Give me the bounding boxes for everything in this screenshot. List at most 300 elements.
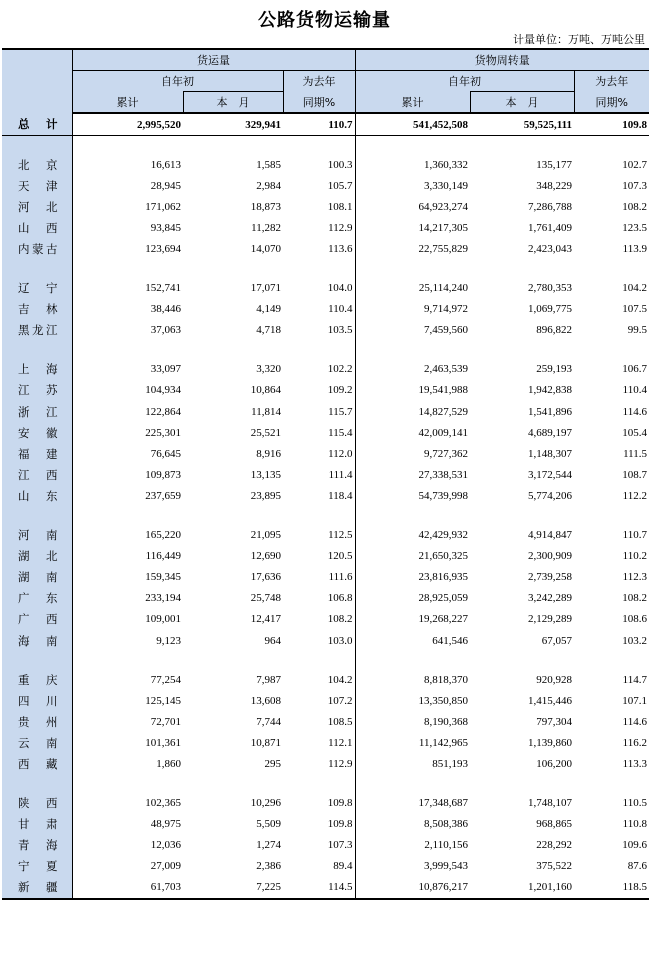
cell-turnover-month: 2,300,909 xyxy=(528,550,573,563)
cell-turnover-ytd: 11,142,965 xyxy=(355,732,470,753)
cell-volume-yoy: 103.0 xyxy=(327,634,353,647)
row-name: 河 南 xyxy=(2,525,72,546)
cell-volume-yoy: 118.4 xyxy=(328,489,353,502)
cell-volume-month: 13,135 xyxy=(250,468,281,481)
table-row xyxy=(2,443,649,464)
spacer-cell xyxy=(183,651,283,669)
row-name: 山 西 xyxy=(2,217,72,238)
cell-volume-month: 2,984 xyxy=(256,179,281,192)
cell-volume-ytd: 123,694 xyxy=(72,238,183,259)
table-row xyxy=(2,669,649,690)
table-row xyxy=(2,793,649,814)
table-row xyxy=(2,422,649,443)
cell-turnover-ytd: 23,816,935 xyxy=(355,567,470,588)
row-name: 江 西 xyxy=(2,464,72,485)
cell-volume-yoy: 104.2 xyxy=(327,673,353,686)
cell-turnover-month: 920,928 xyxy=(536,673,573,686)
cell-turnover-yoy: 108.2 xyxy=(622,592,648,605)
cell-volume-month: 10,864 xyxy=(250,384,281,397)
cell-volume-yoy: 112.1 xyxy=(328,736,353,749)
table-row xyxy=(2,196,649,217)
table-row xyxy=(2,380,649,401)
row-name: 内蒙古 xyxy=(2,238,72,259)
cell-volume-yoy: 115.7 xyxy=(328,405,353,418)
table-row xyxy=(2,401,649,422)
cell-volume-yoy: 104.0 xyxy=(327,282,353,295)
cell-turnover-yoy: 104.2 xyxy=(622,282,648,295)
cell-turnover-yoy: 116.2 xyxy=(622,736,648,749)
header-cumulative-1: 累计 xyxy=(72,92,183,114)
cell-turnover-yoy: 112.2 xyxy=(622,489,648,502)
cell-turnover-ytd: 8,508,386 xyxy=(355,814,470,835)
cell-turnover-yoy: 107.1 xyxy=(622,694,648,707)
cell-volume-month: 1,274 xyxy=(256,839,281,852)
cell-turnover-month: 1,201,160 xyxy=(470,877,574,899)
cell-volume-month: 964 xyxy=(264,634,281,647)
spacer-cell xyxy=(470,507,574,525)
cell-volume-month: 11,814 xyxy=(251,405,281,418)
spacer-cell xyxy=(470,775,574,793)
cell-turnover-month: 896,822 xyxy=(536,324,573,337)
cell-turnover-month: 2,780,353 xyxy=(528,282,573,295)
cell-volume-month: 7,225 xyxy=(183,877,283,899)
cell-turnover-month: 2,423,043 xyxy=(528,243,573,256)
spacer-cell xyxy=(283,651,355,669)
cell-volume-ytd: 1,860 xyxy=(72,753,183,774)
spacer-cell xyxy=(574,136,649,155)
cell-volume-ytd: 27,009 xyxy=(72,856,183,877)
cell-turnover-yoy: 109.6 xyxy=(622,839,648,852)
cell-volume-ytd: 104,934 xyxy=(72,380,183,401)
row-name: 西 藏 xyxy=(2,753,72,774)
spacer-cell xyxy=(183,136,283,155)
cell-volume-month: 4,149 xyxy=(256,303,281,316)
header-freight-volume: 货运量 xyxy=(72,49,355,71)
table-row xyxy=(2,732,649,753)
row-name: 总 计 xyxy=(2,113,72,136)
spacer-cell xyxy=(183,507,283,525)
row-name: 海 南 xyxy=(2,630,72,651)
spacer-cell xyxy=(470,341,574,359)
spacer-cell xyxy=(283,775,355,793)
cell-turnover-month: 1,748,107 xyxy=(528,797,573,810)
freight-table xyxy=(2,48,649,900)
spacer-cell xyxy=(355,507,470,525)
cell-turnover-ytd: 2,110,156 xyxy=(355,835,470,856)
cell-volume-ytd: 101,361 xyxy=(72,732,183,753)
cell-turnover-ytd: 42,429,932 xyxy=(355,525,470,546)
cell-volume-ytd: 116,449 xyxy=(72,546,183,567)
cell-volume-yoy: 112.9 xyxy=(328,221,353,234)
cell-volume-month: 8,916 xyxy=(256,447,281,460)
header-month-2: 本 月 xyxy=(470,92,574,114)
cell-turnover-ytd: 42,009,141 xyxy=(355,422,470,443)
cell-volume-yoy: 108.1 xyxy=(327,200,353,213)
cell-turnover-month: 968,865 xyxy=(536,818,573,831)
cell-turnover-ytd: 21,650,325 xyxy=(355,546,470,567)
row-name: 吉 林 xyxy=(2,299,72,320)
cell-turnover-month: 1,415,446 xyxy=(528,694,573,707)
cell-turnover-ytd: 19,268,227 xyxy=(355,609,470,630)
cell-volume-ytd: 38,446 xyxy=(72,299,183,320)
cell-turnover-yoy: 87.6 xyxy=(627,860,648,873)
cell-volume-yoy: 120.5 xyxy=(327,550,353,563)
cell-volume-ytd: 16,613 xyxy=(72,154,183,175)
spacer-cell xyxy=(283,341,355,359)
cell-turnover-yoy: 107.3 xyxy=(622,179,648,192)
row-name: 陕 西 xyxy=(2,793,72,814)
cell-turnover-month: 228,292 xyxy=(536,839,573,852)
spacer-name-cell xyxy=(2,651,72,669)
cell-turnover-yoy: 113.9 xyxy=(622,243,648,256)
cell-volume-month: 18,873 xyxy=(250,200,281,213)
row-name: 江 苏 xyxy=(2,380,72,401)
header-freight-turnover: 货物周转量 xyxy=(355,49,649,71)
cell-volume-month: 13,608 xyxy=(250,694,281,707)
cell-volume-month: 7,987 xyxy=(256,673,281,686)
spacer-row xyxy=(2,775,649,793)
cell-turnover-ytd: 1,360,332 xyxy=(355,154,470,175)
header-cumulative-2: 累计 xyxy=(355,92,470,114)
cell-turnover-yoy: 113.3 xyxy=(622,757,648,770)
table-row xyxy=(2,546,649,567)
cell-volume-ytd: 152,741 xyxy=(72,278,183,299)
cell-turnover-yoy: 110.8 xyxy=(622,818,648,831)
row-name: 广 西 xyxy=(2,609,72,630)
cell-volume-yoy: 112.0 xyxy=(328,447,353,460)
table-row xyxy=(2,154,649,175)
cell-turnover-month: 375,522 xyxy=(536,860,573,873)
cell-volume-month: 12,417 xyxy=(250,613,281,626)
cell-turnover-ytd: 641,546 xyxy=(355,630,470,651)
cell-turnover-yoy: 105.4 xyxy=(622,426,648,439)
table-row xyxy=(2,464,649,485)
cell-turnover-ytd: 7,459,560 xyxy=(355,320,470,341)
cell-volume-ytd: 37,063 xyxy=(72,320,183,341)
row-name: 湖 北 xyxy=(2,546,72,567)
cell-turnover-ytd: 541,452,508 xyxy=(355,113,470,136)
cell-volume-yoy: 103.5 xyxy=(327,324,353,337)
cell-volume-ytd: 109,001 xyxy=(72,609,183,630)
cell-volume-month: 3,320 xyxy=(256,363,281,376)
cell-volume-month: 21,095 xyxy=(250,529,281,542)
spacer-name-cell xyxy=(2,775,72,793)
cell-volume-ytd: 109,873 xyxy=(72,464,183,485)
cell-turnover-yoy: 110.2 xyxy=(622,550,648,563)
spacer-cell xyxy=(183,260,283,278)
table-row xyxy=(2,630,649,651)
header-yoy-1a: 为去年 xyxy=(283,71,355,92)
cell-turnover-month: 1,069,775 xyxy=(528,303,573,316)
table-row xyxy=(2,711,649,732)
cell-volume-yoy: 106.8 xyxy=(327,592,353,605)
cell-turnover-ytd: 64,923,274 xyxy=(355,196,470,217)
cell-volume-month: 14,070 xyxy=(250,243,281,256)
cell-turnover-ytd: 13,350,850 xyxy=(355,690,470,711)
cell-volume-month: 11,282 xyxy=(251,221,281,234)
cell-volume-month: 329,941 xyxy=(183,113,283,136)
header-ytd-2: 自年初 xyxy=(355,71,574,92)
spacer-cell xyxy=(574,341,649,359)
cell-turnover-yoy: 109.8 xyxy=(574,113,649,136)
cell-turnover-yoy: 111.5 xyxy=(623,447,648,460)
spacer-cell xyxy=(72,507,183,525)
row-name: 四 川 xyxy=(2,690,72,711)
cell-volume-yoy: 113.6 xyxy=(328,243,353,256)
cell-turnover-month: 4,914,847 xyxy=(528,529,573,542)
cell-turnover-ytd: 3,330,149 xyxy=(355,175,470,196)
cell-turnover-yoy: 108.7 xyxy=(622,468,648,481)
spacer-cell xyxy=(470,136,574,155)
spacer-row xyxy=(2,651,649,669)
cell-volume-yoy: 102.2 xyxy=(327,363,353,376)
table-row xyxy=(2,217,649,238)
cell-volume-month: 17,071 xyxy=(250,282,281,295)
cell-volume-yoy: 100.3 xyxy=(327,158,353,171)
cell-turnover-ytd: 27,338,531 xyxy=(355,464,470,485)
cell-volume-month: 25,748 xyxy=(250,592,281,605)
spacer-row xyxy=(2,507,649,525)
table-row xyxy=(2,690,649,711)
cell-turnover-yoy: 110.4 xyxy=(622,384,648,397)
spacer-cell xyxy=(574,775,649,793)
table-row xyxy=(2,877,649,899)
cell-turnover-yoy: 103.2 xyxy=(622,634,648,647)
row-name: 青 海 xyxy=(2,835,72,856)
cell-turnover-month: 106,200 xyxy=(536,757,573,770)
cell-turnover-yoy: 112.3 xyxy=(622,571,648,584)
row-name: 山 东 xyxy=(2,485,72,506)
page-title: 公路货物运输量 xyxy=(258,10,391,31)
header-month-1: 本 月 xyxy=(183,92,283,114)
cell-volume-ytd: 102,365 xyxy=(72,793,183,814)
cell-volume-month: 23,895 xyxy=(250,489,281,502)
table-row xyxy=(2,320,649,341)
cell-turnover-ytd: 28,925,059 xyxy=(355,588,470,609)
spacer-cell xyxy=(355,260,470,278)
spacer-cell xyxy=(574,507,649,525)
spacer-cell xyxy=(470,260,574,278)
row-name: 安 徽 xyxy=(2,422,72,443)
cell-volume-yoy: 114.5 xyxy=(283,877,355,899)
table-row xyxy=(2,567,649,588)
cell-turnover-month: 1,148,307 xyxy=(528,447,573,460)
table-row xyxy=(2,238,649,259)
table-header xyxy=(2,49,649,113)
spacer-cell xyxy=(355,341,470,359)
cell-turnover-ytd: 9,727,362 xyxy=(355,443,470,464)
cell-turnover-yoy: 114.6 xyxy=(622,405,648,418)
header-yoy-1b: 同期% xyxy=(283,92,355,114)
cell-volume-yoy: 111.6 xyxy=(328,571,353,584)
cell-turnover-ytd: 17,348,687 xyxy=(355,793,470,814)
cell-turnover-ytd: 10,876,217 xyxy=(355,877,470,899)
spacer-cell xyxy=(574,260,649,278)
cell-volume-ytd: 125,145 xyxy=(72,690,183,711)
spacer-cell xyxy=(72,136,183,155)
spacer-cell xyxy=(183,341,283,359)
cell-turnover-month: 259,193 xyxy=(536,363,573,376)
row-name: 贵 州 xyxy=(2,711,72,732)
row-name: 新 疆 xyxy=(2,877,72,899)
cell-turnover-yoy: 108.2 xyxy=(622,200,648,213)
table-row xyxy=(2,814,649,835)
table-row xyxy=(2,609,649,630)
cell-turnover-yoy: 106.7 xyxy=(622,363,648,376)
cell-volume-yoy: 105.7 xyxy=(327,179,353,192)
cell-turnover-yoy: 99.5 xyxy=(627,324,648,337)
spacer-name-cell xyxy=(2,260,72,278)
cell-turnover-yoy: 107.5 xyxy=(622,303,648,316)
header-yoy-2b: 同期% xyxy=(574,92,649,114)
cell-turnover-month: 135,177 xyxy=(536,158,573,171)
cell-turnover-month: 2,739,258 xyxy=(528,571,573,584)
cell-volume-yoy: 111.4 xyxy=(328,468,353,481)
header-corner xyxy=(2,49,72,113)
cell-volume-ytd: 159,345 xyxy=(72,567,183,588)
cell-volume-month: 7,744 xyxy=(256,715,281,728)
spacer-cell xyxy=(574,651,649,669)
row-name: 湖 南 xyxy=(2,567,72,588)
cell-turnover-yoy: 118.5 xyxy=(574,877,649,899)
cell-volume-ytd: 48,975 xyxy=(72,814,183,835)
cell-turnover-yoy: 123.5 xyxy=(622,221,648,234)
spacer-cell xyxy=(355,775,470,793)
cell-turnover-yoy: 102.7 xyxy=(622,158,648,171)
total-row xyxy=(2,113,649,136)
cell-volume-yoy: 107.2 xyxy=(327,694,353,707)
table-row xyxy=(2,299,649,320)
cell-volume-yoy: 112.9 xyxy=(328,757,353,770)
cell-volume-yoy: 110.7 xyxy=(283,113,355,136)
cell-volume-ytd: 165,220 xyxy=(72,525,183,546)
cell-volume-ytd: 61,703 xyxy=(72,877,183,899)
row-name: 云 南 xyxy=(2,732,72,753)
cell-turnover-yoy: 108.6 xyxy=(622,613,648,626)
header-yoy-2a: 为去年 xyxy=(574,71,649,92)
table-row xyxy=(2,588,649,609)
cell-turnover-month: 67,057 xyxy=(541,634,573,647)
cell-turnover-month: 4,689,197 xyxy=(528,426,573,439)
cell-volume-yoy: 115.4 xyxy=(328,426,353,439)
cell-volume-ytd: 33,097 xyxy=(72,359,183,380)
cell-volume-yoy: 108.5 xyxy=(327,715,353,728)
cell-volume-yoy: 110.4 xyxy=(328,303,353,316)
row-name: 上 海 xyxy=(2,359,72,380)
cell-turnover-yoy: 110.5 xyxy=(622,797,648,810)
cell-turnover-ytd: 8,190,368 xyxy=(355,711,470,732)
spacer-cell xyxy=(355,136,470,155)
cell-volume-ytd: 237,659 xyxy=(72,485,183,506)
table-row xyxy=(2,278,649,299)
row-name: 黑龙江 xyxy=(2,320,72,341)
cell-volume-ytd: 72,701 xyxy=(72,711,183,732)
row-name: 北 京 xyxy=(2,154,72,175)
cell-turnover-month: 2,129,289 xyxy=(528,613,573,626)
cell-volume-yoy: 109.2 xyxy=(327,384,353,397)
header-ytd-1: 自年初 xyxy=(72,71,283,92)
spacer-name-cell xyxy=(2,341,72,359)
cell-volume-ytd: 93,845 xyxy=(72,217,183,238)
cell-volume-yoy: 108.2 xyxy=(327,613,353,626)
cell-volume-month: 5,509 xyxy=(256,818,281,831)
cell-turnover-ytd: 54,739,998 xyxy=(355,485,470,506)
cell-volume-month: 295 xyxy=(264,757,281,770)
cell-volume-ytd: 9,123 xyxy=(72,630,183,651)
cell-volume-yoy: 109.8 xyxy=(327,818,353,831)
cell-volume-ytd: 77,254 xyxy=(72,669,183,690)
cell-volume-ytd: 122,864 xyxy=(72,401,183,422)
spacer-row xyxy=(2,341,649,359)
spacer-cell xyxy=(283,136,355,155)
cell-volume-yoy: 109.8 xyxy=(327,797,353,810)
cell-volume-month: 25,521 xyxy=(250,426,281,439)
cell-turnover-ytd: 2,463,539 xyxy=(355,359,470,380)
cell-turnover-month: 5,774,206 xyxy=(528,489,573,502)
cell-volume-month: 10,871 xyxy=(250,736,281,749)
cell-volume-ytd: 2,995,520 xyxy=(72,113,183,136)
cell-turnover-ytd: 25,114,240 xyxy=(355,278,470,299)
row-name: 宁 夏 xyxy=(2,856,72,877)
cell-volume-yoy: 107.3 xyxy=(327,839,353,852)
row-name: 甘 肃 xyxy=(2,814,72,835)
cell-turnover-yoy: 114.7 xyxy=(622,673,648,686)
unit-note: 计量单位：万吨、万吨公里 xyxy=(513,33,645,46)
cell-volume-yoy: 89.4 xyxy=(333,860,353,873)
cell-volume-ytd: 171,062 xyxy=(72,196,183,217)
cell-turnover-ytd: 14,217,305 xyxy=(355,217,470,238)
cell-volume-month: 12,690 xyxy=(250,550,281,563)
cell-turnover-month: 797,304 xyxy=(536,715,573,728)
spacer-cell xyxy=(72,651,183,669)
cell-turnover-ytd: 3,999,543 xyxy=(355,856,470,877)
cell-turnover-ytd: 8,818,370 xyxy=(355,669,470,690)
table-row xyxy=(2,359,649,380)
cell-turnover-month: 59,525,111 xyxy=(470,113,574,136)
cell-volume-month: 2,386 xyxy=(256,860,281,873)
spacer-cell xyxy=(72,341,183,359)
cell-turnover-month: 1,139,860 xyxy=(528,736,573,749)
cell-volume-ytd: 225,301 xyxy=(72,422,183,443)
cell-volume-ytd: 233,194 xyxy=(72,588,183,609)
cell-turnover-yoy: 110.7 xyxy=(622,529,648,542)
spacer-cell xyxy=(283,260,355,278)
cell-volume-month: 17,636 xyxy=(250,571,281,584)
row-name: 重 庆 xyxy=(2,669,72,690)
cell-turnover-month: 3,172,544 xyxy=(528,468,573,481)
spacer-cell xyxy=(470,651,574,669)
table-row xyxy=(2,856,649,877)
cell-turnover-month: 1,942,838 xyxy=(528,384,573,397)
row-name: 广 东 xyxy=(2,588,72,609)
cell-turnover-month: 1,761,409 xyxy=(528,221,573,234)
table-row xyxy=(2,835,649,856)
spacer-name-cell xyxy=(2,136,72,155)
cell-turnover-month: 1,541,896 xyxy=(528,405,573,418)
spacer-cell xyxy=(72,260,183,278)
spacer-cell xyxy=(183,775,283,793)
spacer-cell xyxy=(283,507,355,525)
cell-turnover-month: 7,286,788 xyxy=(528,200,573,213)
spacer-name-cell xyxy=(2,507,72,525)
cell-turnover-ytd: 9,714,972 xyxy=(355,299,470,320)
row-name: 河 北 xyxy=(2,196,72,217)
table-row xyxy=(2,753,649,774)
table-row xyxy=(2,175,649,196)
spacer-cell xyxy=(72,775,183,793)
cell-volume-yoy: 112.5 xyxy=(328,529,353,542)
row-name: 浙 江 xyxy=(2,401,72,422)
